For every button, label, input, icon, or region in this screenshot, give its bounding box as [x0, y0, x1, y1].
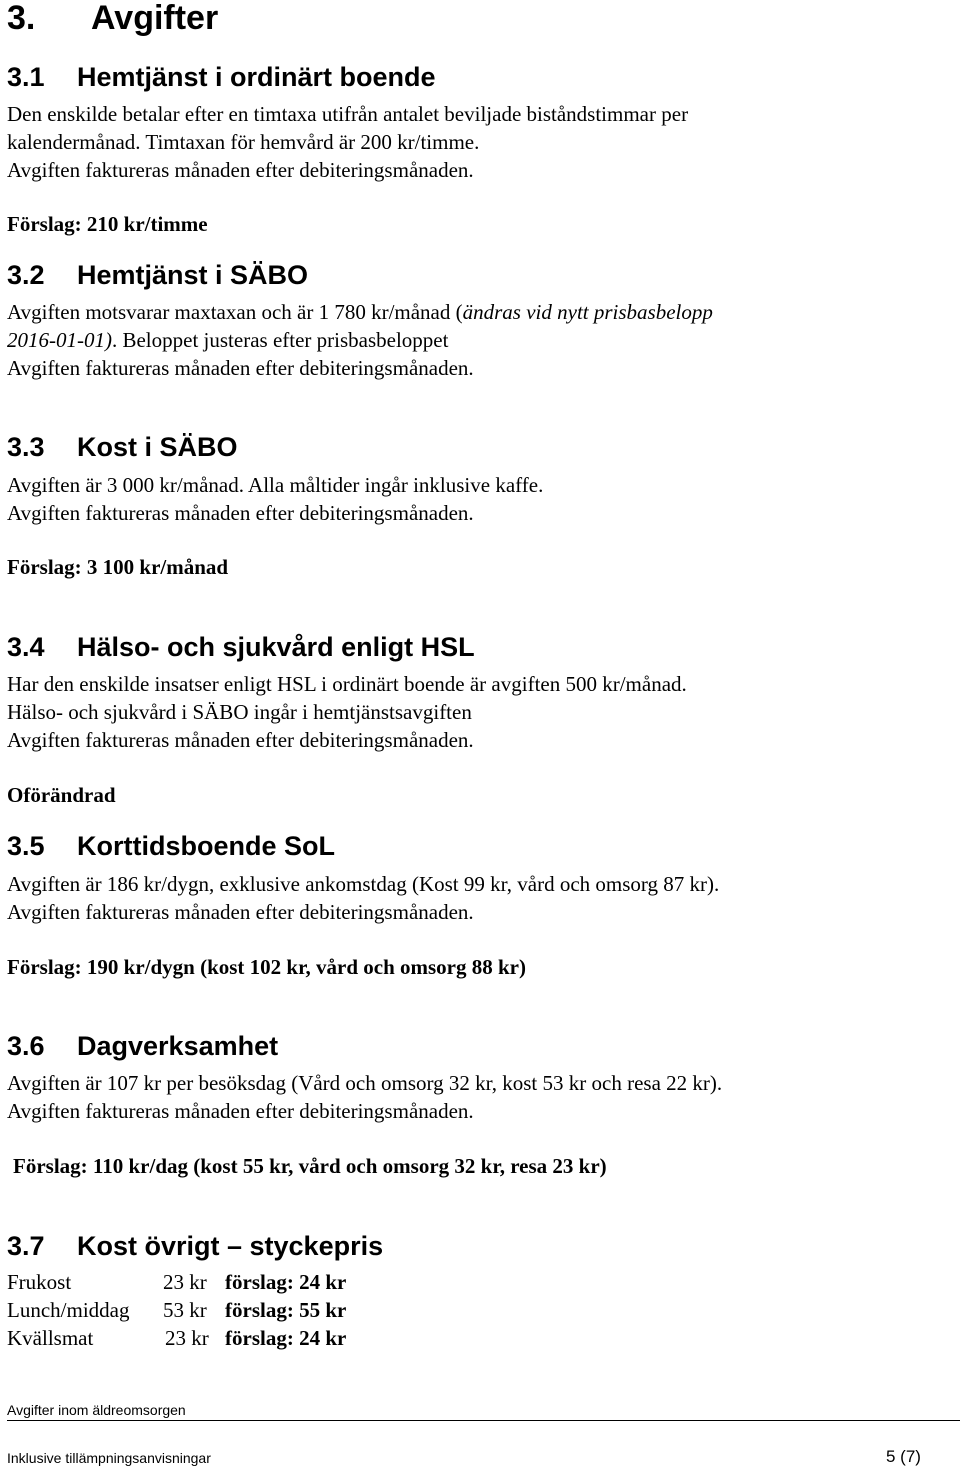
s34-line3: Avgiften faktureras månaden efter debiteringsmånaden. — [7, 728, 474, 752]
price-row-price: 23 kr — [165, 1326, 209, 1350]
section-number: 3.2 — [7, 260, 45, 290]
s32-line3: Avgiften faktureras månaden efter debiteringsmånaden. — [7, 356, 474, 380]
section-title: Hemtjänst i ordinärt boende — [77, 62, 436, 92]
section-3-4-heading — [7, 632, 475, 662]
section-3-7-heading — [7, 1231, 383, 1261]
s35-line2: Avgiften faktureras månaden efter debiteringsmånaden. — [7, 900, 474, 924]
s34-line2: Hälso- och sjukvård i SÄBO ingår i hemtjänstsavgiften — [7, 700, 472, 724]
s32-line1-italic: ändras vid nytt prisbasbelopp — [462, 300, 713, 324]
footer-divider — [7, 1420, 960, 1421]
s31-line2: kalendermånad. Timtaxan för hemvård är 200 kr/timme. — [7, 130, 480, 154]
section-3-3-heading — [7, 432, 238, 462]
section-title: Kost i SÄBO — [77, 432, 238, 462]
section-title: Hemtjänst i SÄBO — [77, 260, 309, 290]
s32-line2-italic: 2016-01-01) — [7, 328, 112, 352]
s33-line2: Avgiften faktureras månaden efter debiteringsmånaden. — [7, 501, 474, 525]
section-number: 3.7 — [7, 1231, 45, 1261]
footer-subtitle: Inklusive tillämpningsanvisningar — [7, 1450, 211, 1466]
chapter-heading — [7, 0, 218, 36]
s34-line1: Har den enskilde insatser enligt HSL i ordinärt boende är avgiften 500 kr/månad. — [7, 672, 687, 696]
price-row-proposal: förslag: 24 kr — [225, 1270, 347, 1294]
s32-line2 — [7, 326, 448, 354]
s31-line3: Avgiften faktureras månaden efter debiteringsmånaden. — [7, 158, 474, 182]
s33-line1: Avgiften är 3 000 kr/månad. Alla måltider ingår inklusive kaffe. — [7, 473, 544, 497]
section-number: 3.4 — [7, 632, 45, 662]
s33-proposal: Förslag: 3 100 kr/månad — [7, 555, 229, 579]
price-row-price: 23 kr — [163, 1270, 207, 1294]
s32-line1-text: Avgiften motsvarar maxtaxan och är 1 780 kr/månad ( — [7, 300, 463, 324]
price-row-item: Frukost — [7, 1270, 72, 1294]
s34-proposal: Oförändrad — [7, 783, 116, 807]
s35-proposal: Förslag: 190 kr/dygn (kost 102 kr, vård och omsorg 88 kr) — [7, 955, 526, 979]
price-row-item: Lunch/middag — [7, 1298, 130, 1322]
price-row-price: 53 kr — [163, 1298, 207, 1322]
s36-line1: Avgiften är 107 kr per besöksdag (Vård och omsorg 32 kr, kost 53 kr och resa 22 kr). — [7, 1071, 723, 1095]
section-title: Korttidsboende SoL — [77, 831, 335, 861]
section-3-1-heading — [7, 62, 436, 92]
page-number: 5 (7) — [886, 1447, 921, 1466]
chapter-number: 3. — [7, 0, 36, 37]
section-3-6-heading — [7, 1031, 278, 1061]
price-row-item: Kvällsmat — [7, 1326, 94, 1350]
section-title: Dagverksamhet — [77, 1031, 279, 1061]
price-row-proposal: förslag: 55 kr — [225, 1298, 347, 1322]
section-number: 3.6 — [7, 1031, 45, 1061]
section-number: 3.3 — [7, 432, 45, 462]
price-row-proposal: förslag: 24 kr — [225, 1326, 347, 1350]
s31-proposal: Förslag: 210 kr/timme — [7, 212, 208, 236]
section-number: 3.5 — [7, 831, 45, 861]
s36-proposal: Förslag: 110 kr/dag (kost 55 kr, vård och omsorg 32 kr, resa 23 kr) — [13, 1154, 607, 1178]
chapter-title: Avgifter — [91, 0, 219, 37]
s35-line1: Avgiften är 186 kr/dygn, exklusive ankomstdag (Kost 99 kr, vård och omsorg 87 kr). — [7, 872, 720, 896]
s31-line1: Den enskilde betalar efter en timtaxa utifrån antalet beviljade biståndstimmar per — [7, 102, 689, 126]
s32-line2-text: . Beloppet justeras efter prisbasbeloppet — [111, 328, 449, 352]
section-title: Kost övrigt – styckepris — [77, 1231, 384, 1261]
section-number: 3.1 — [7, 62, 45, 92]
s32-line1 — [7, 298, 713, 326]
s36-line2: Avgiften faktureras månaden efter debiteringsmånaden. — [7, 1099, 474, 1123]
section-3-2-heading — [7, 260, 308, 290]
section-3-5-heading — [7, 831, 335, 861]
section-title: Hälso- och sjukvård enligt HSL — [77, 632, 475, 662]
footer-title: Avgifter inom äldreomsorgen — [7, 1402, 186, 1418]
